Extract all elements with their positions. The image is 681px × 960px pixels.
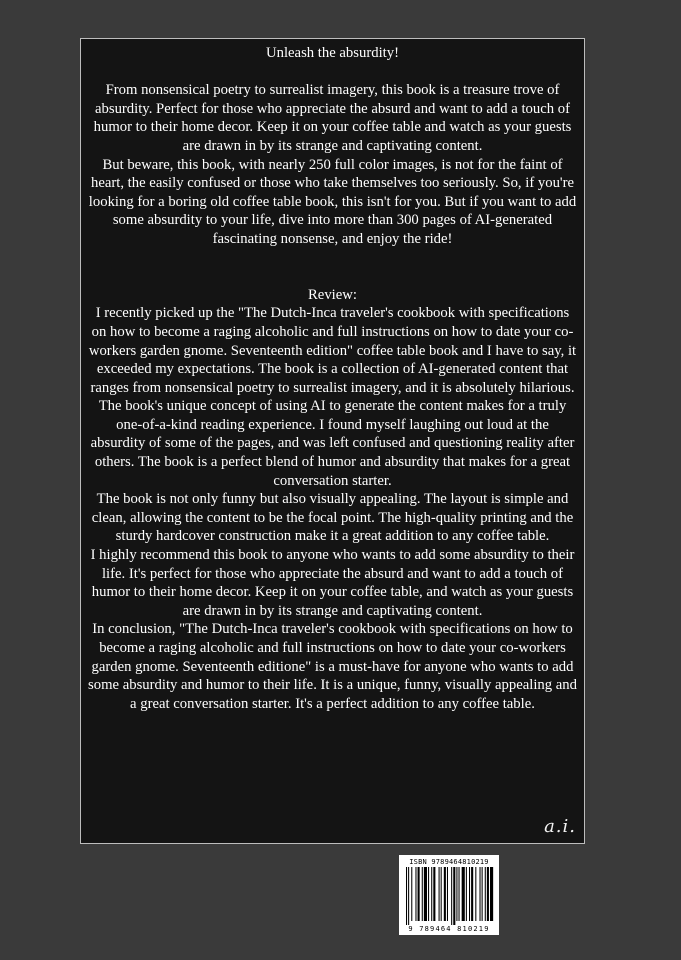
review-paragraph: I highly recommend this book to anyone who wants to add some absurdity to their life. It's perfect for those who appreciate the absurd and want to add a touch of humor to their home decor. Keep it on your coffee table, and watch as your guests are drawn in by its strange and captivating content. [90, 547, 575, 619]
cover-text [88, 44, 577, 713]
review-paragraph: In conclusion, "The Dutch-Inca traveler's cookbook with specifications on how to become a raging alcoholic and full instructions on how to date your co-workers garden gnome. Seventeenth editione" is a must-have for anyone who wants to add some absurdity and humor to their life. It is a unique, funny, visually appealing and a great conversation starter. It's a perfect addition to any coffee table. [88, 621, 577, 712]
review-paragraph: The book is not only funny but also visually appealing. The layout is simple and clean, allowing the content to be the focal point. The high-quality printing and the sturdy hardcover construction make it a great addition to any coffee table. [91, 491, 574, 545]
isbn-label: ISBN 9789464810219 [409, 858, 489, 866]
headline: Unleash the absurdity! [266, 45, 399, 61]
back-cover-text-panel [80, 38, 585, 844]
intro-paragraph: From nonsensical poetry to surrealist imagery, this book is a treasure trove of absurdity. Perfect for those who appreciate the absurd and want to add a touch of humor to their home decor. Keep it on your coffee table and watch as your guests are drawn in by its strange and captivating content. [93, 82, 572, 154]
isbn-barcode [399, 855, 499, 935]
review-paragraph: The book's unique concept of using AI to generate the content makes for a truly one-of-a-kind reading experience. I found myself laughing out loud at the absurdity of some of the pages, and was left confused and questioning reality after others. The book is a perfect blend of humor and absurdity that makes for a great conversation starter. [90, 398, 575, 489]
barcode-bars [404, 867, 494, 925]
review-heading: Review: [308, 286, 357, 303]
signature: a.i. [544, 816, 576, 837]
review-paragraph: I recently picked up the "The Dutch-Inca traveler's cookbook with specifications on how to become a raging alcoholic and full instructions on how to date your co-workers garden gnome. Seventeenth edition" coffee table book and I have to say, it exceeded my expectations. The book is a collection of AI-generated content that ranges from nonsensical poetry to surrealist imagery, and it is absolutely hilarious. [88, 305, 577, 396]
barcode-digits: 9 789464 810219 [408, 925, 490, 933]
intro-paragraph: But beware, this book, with nearly 250 full color images, is not for the faint of heart, the easily confused or those who take themselves too seriously. So, if you're looking for a boring old coffee table book, this isn't for you. But if you want to add some absurdity to your life, dive into more than 300 pages of AI-generated fascinating nonsense, and enjoy the ride! [88, 156, 577, 247]
